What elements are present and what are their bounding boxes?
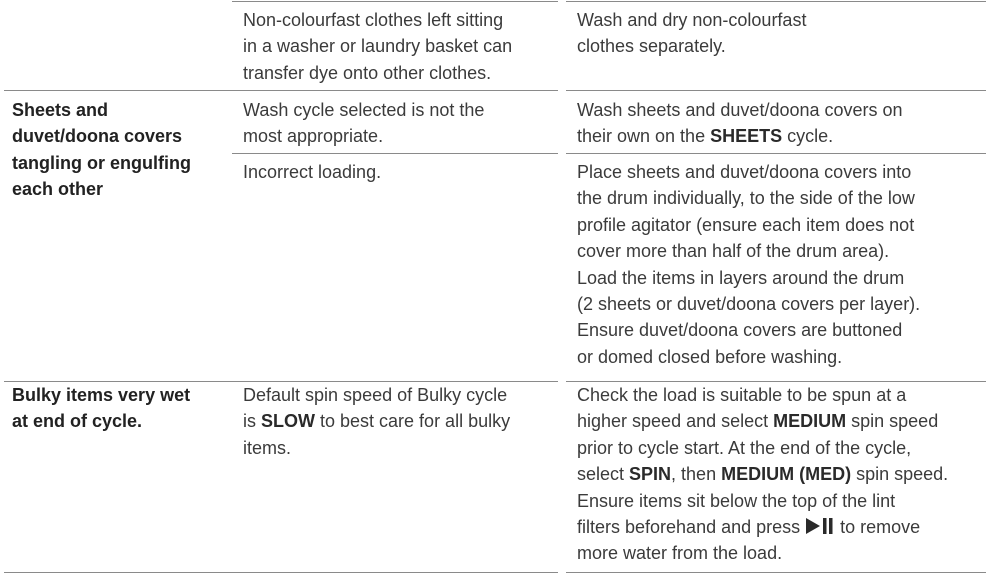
problem-text: each other [12, 179, 104, 200]
text-line [577, 344, 920, 370]
text-line [577, 212, 920, 238]
text-span: Ensure items sit below the top of the lint [577, 490, 896, 511]
cause-divider [232, 153, 558, 154]
text-line [243, 123, 484, 149]
text-span: Load the items in layers around the drum [577, 267, 905, 288]
text-span: transfer dye onto other clothes. [243, 62, 492, 83]
text-span: their own on the [577, 126, 711, 147]
text-line [243, 33, 512, 59]
text-line [577, 97, 903, 123]
problem-divider [4, 90, 253, 91]
text-span: Check the load is suitable to be spun at a [577, 385, 907, 405]
text-line [577, 317, 920, 343]
cause-cell [243, 159, 381, 185]
text-line [577, 540, 948, 566]
text-span: Wash cycle selected is not the [243, 100, 485, 120]
text-line [577, 238, 920, 264]
problem-text: Bulky items very wet [12, 385, 191, 405]
text-line [577, 159, 920, 185]
text-span: cycle. [782, 126, 834, 147]
text-span: the drum individually, to the side of the low [577, 188, 915, 209]
text-line [243, 7, 512, 33]
text-span: select [577, 464, 630, 485]
text-line [243, 60, 512, 86]
text-span: (2 sheets or duvet/doona covers per layer). [577, 294, 921, 315]
emphasis-text: MEDIUM (MED) [721, 464, 852, 485]
problem-divider [4, 572, 253, 573]
text-span: clothes separately. [577, 36, 726, 57]
text-span: cover more than half of the drum area). [577, 241, 890, 262]
text-span: to remove [835, 517, 921, 538]
cause-cell [243, 97, 484, 150]
emphasis-text: SPIN [629, 464, 672, 485]
text-span: profile agitator (ensure each item does not [577, 214, 915, 235]
text-line [577, 408, 948, 434]
text-line [577, 382, 948, 408]
text-span: , then [671, 464, 722, 485]
text-span: spin speed. [851, 464, 949, 485]
text-line [577, 33, 806, 59]
solution-cell [577, 159, 920, 370]
solution-divider [566, 153, 986, 154]
cause-divider [232, 572, 558, 573]
cause-cell [243, 382, 510, 461]
text-line [243, 408, 510, 434]
text-span: most appropriate. [243, 126, 384, 147]
text-line [577, 435, 948, 461]
solution-divider [566, 90, 986, 91]
problem-text: at end of cycle. [12, 411, 143, 432]
text-line [577, 461, 948, 487]
text-line [243, 159, 381, 185]
cause-cell [243, 7, 512, 86]
cause-divider [232, 1, 558, 2]
text-span: to best care for all bulky [315, 411, 511, 432]
text-line [577, 123, 903, 149]
text-span: Incorrect loading. [243, 162, 382, 182]
text-line [577, 488, 948, 514]
solution-cell [577, 382, 948, 567]
text-line [577, 185, 920, 211]
text-span: is [243, 411, 261, 432]
text-line [243, 382, 510, 408]
text-span: in a washer or laundry basket can [243, 36, 513, 57]
text-span: Wash and dry non-colourfast [577, 10, 807, 30]
play-pause-icon [805, 517, 835, 535]
problem-text: duvet/doona covers [12, 126, 183, 147]
text-span: Non-colourfast clothes left sitting [243, 10, 504, 30]
text-span: or domed closed before washing. [577, 346, 843, 367]
text-span: prior to cycle start. At the end of the cycle, [577, 437, 912, 458]
text-line [243, 97, 484, 123]
problem-text: Sheets and [12, 100, 109, 120]
text-line [577, 291, 920, 317]
emphasis-text: SHEETS [710, 126, 783, 147]
solution-divider [566, 1, 986, 2]
text-span: spin speed [846, 411, 939, 432]
text-line [577, 514, 948, 540]
text-span: items. [243, 437, 292, 458]
problem-cell [12, 97, 191, 203]
text-span: higher speed and select [577, 411, 774, 432]
problem-text: tangling or engulfing [12, 152, 191, 173]
solution-cell [577, 97, 903, 150]
emphasis-text: SLOW [261, 411, 315, 432]
text-span: Ensure duvet/doona covers are buttoned [577, 320, 903, 341]
problem-cell [12, 382, 190, 435]
emphasis-text: MEDIUM [773, 411, 847, 432]
text-line [243, 435, 510, 461]
cause-divider [232, 90, 558, 91]
text-span: Wash sheets and duvet/doona covers on [577, 100, 903, 120]
text-span: Place sheets and duvet/doona covers into [577, 162, 912, 182]
text-span: more water from the load. [577, 543, 783, 564]
solution-cell [577, 7, 806, 60]
text-span: filters beforehand and press [577, 517, 806, 538]
text-line [577, 265, 920, 291]
text-span: Default spin speed of Bulky cycle [243, 385, 508, 405]
solution-divider [566, 572, 986, 573]
text-line [577, 7, 806, 33]
